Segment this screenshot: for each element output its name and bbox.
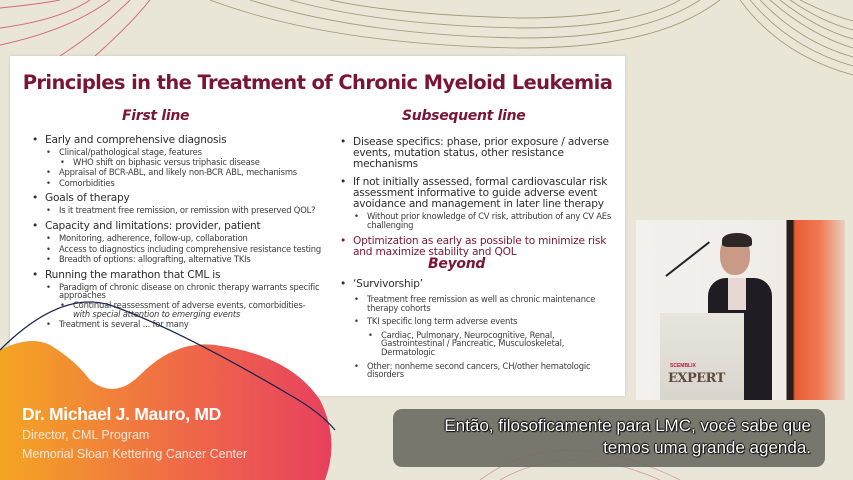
podium-logo: EXPERT [668,371,725,386]
subtitle-line-1: Então, filosoficamente para LMC, você sabe que [444,416,811,435]
speaker-organization: Memorial Sloan Kettering Cancer Center [22,447,248,461]
first-line-heading: First line [122,108,190,124]
bullet: • Continual reassessment of adverse events, comorbidities- with special attention to emerging events [60,301,322,318]
bullet: • Breadth of options: allografting, alternative TKIs [46,255,322,264]
bullet: • Other: nonheme second cancers, CH/other hematologic disorders [354,362,615,379]
bullet: • Early and comprehensive diagnosis [32,135,322,146]
beyond-heading: Beyond [428,256,486,272]
bullet: • Monitoring, adherence, follow-up, collaboration [46,234,322,243]
beyond-column [340,276,615,379]
bullet: • Running the marathon that CML is [32,270,322,281]
bullet: • Access to diagnostics including comprehensive resistance testing [46,245,322,254]
bullet: • Comorbidities [46,179,322,188]
bullet: • Cardiac, Pulmonary, Neurocognitive, Renal, Gastrointestinal / Pancreatic, Musculoskeletal, Dermatologic [368,331,615,357]
highlighted-bullet: • Optimization as early as possible to minimize risk and maximize stability and QOL [340,236,615,258]
bullet: • Disease specifics: phase, prior exposure / adverse events, mutation status, other resistance mechanisms [340,137,615,170]
speaker-hair [722,233,752,247]
slide-title: Principles in the Treatment of Chronic Myeloid Leukemia [22,71,613,94]
subsequent-line-column [340,134,615,258]
bullet: • Paradigm of chronic disease on chronic therapy warrants specific approaches [46,283,322,300]
subsequent-line-heading: Subsequent line [402,108,526,124]
bullet: • ‘Survivorship’ [340,279,615,290]
microphone [665,241,710,276]
bullet: • Goals of therapy [32,193,322,204]
speaker-shirt [728,278,746,310]
subtitle-line-2: temos uma grande agenda. [603,438,811,457]
bullet: • Clinical/pathological stage, features [46,148,322,157]
podium-brand: SCEMBLIX [670,363,696,369]
speaker-video-feed [636,220,845,400]
subtitle-text [391,415,811,459]
bullet: • Is it treatment free remission, or remission with preserved QOL? [46,206,322,215]
subtitle-box [393,409,825,467]
bullet: • Without prior knowledge of CV risk, attribution of any CV AEs challenging [354,212,615,229]
speaker-role: Director, CML Program [22,428,150,442]
bullet: • Treatment free remission as well as chronic maintenance therapy cohorts [354,295,615,312]
bullet: • If not initially assessed, formal cardiovascular risk assessment informative to guide adverse event avoidance and management in later line therapy [340,177,615,210]
bullet: • Treatment is several ... for many [46,320,322,329]
speaker-name: Dr. Michael J. Mauro, MD [22,404,221,424]
bullet: • TKI specific long term adverse events [354,317,615,326]
bullet: • Appraisal of BCR-ABL, and likely non-BCR ABL, mechanisms [46,168,322,177]
bullet: • WHO shift on biphasic versus triphasic disease [60,158,322,167]
podium [660,313,744,400]
bullet: • Capacity and limitations: provider, patient [32,221,322,232]
